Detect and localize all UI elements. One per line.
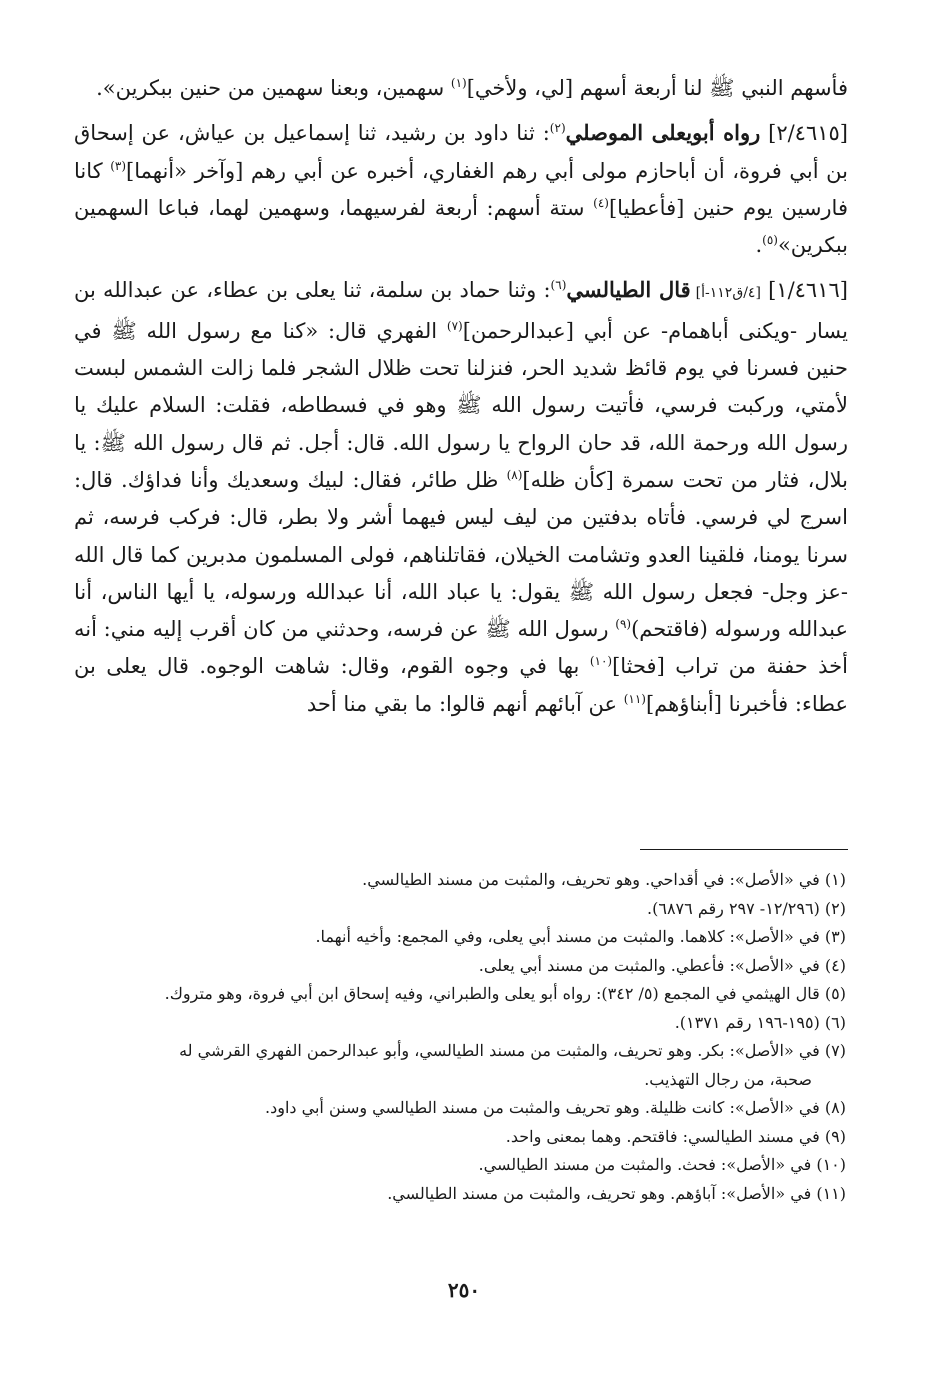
footnote-ref-2: (٢) (549, 121, 566, 136)
footnote-ref-3: (٣) (110, 158, 127, 173)
narrator-heading: قال الطيالسي (566, 277, 691, 303)
text-run: : وثنا حماد بن سلمة، ثنا يعلى بن عطاء، عن عبدالله بن يسار -ويكنى أباهمام- عن أبي [عبدالرحمن] (74, 278, 848, 343)
hadith-number: [١/٤٦١٦] (760, 278, 848, 303)
footnote-4: (٤) في «الأصل»: فأعطي. والمثبت من مسند أبي يعلى. (478, 955, 846, 975)
text-run: كانا فارسين يوم حنين [فأعطيا] (74, 158, 848, 220)
footnote-11: (١١) في «الأصل»: آباؤهم. وهو تحريف، والمثبت من مسند الطيالسي. (387, 1183, 846, 1203)
footnote-1: (١) في «الأصل»: في أقداحي. وهو تحريف، والمثبت من مسند الطيالسي. (362, 870, 846, 889)
footnote-7: (٧) في «الأصل»: بكر. وهو تحريف، والمثبت من مسند الطيالسي، وأبو عبدالرحمن الفهري القرشي له (179, 1041, 846, 1060)
hadith-4616 (74, 271, 848, 723)
text-run: فأسهم النبي ﷺ لنا أربعة أسهم [لي، ولأخي] (466, 76, 848, 100)
footnote-ref-8: (٨) (506, 467, 523, 482)
text-run: : ثنا داود بن رشيد، ثنا إسماعيل بن عياش، عن إسحاق بن أبي فروة، أن أباحازم مولى أبي رهم الغفاري، أخبره عن أبي رهم [وآخر «أنهما] (74, 121, 848, 183)
footnotes (74, 866, 846, 1208)
footnote-ref-7: (٧) (446, 318, 463, 333)
footnote-ref-1: (١) (450, 76, 467, 90)
footnote-9: (٩) في مسند الطيالسي: فاقتحم. وهما بمعنى واحد. (505, 1126, 846, 1146)
footnote-6: (٦) (١٩٥-١٩٦ رقم ١٣٧١). (674, 1012, 846, 1032)
footnote-separator (640, 849, 848, 850)
footnote-ref-4: (٤) (593, 195, 609, 210)
manuscript-reference: [٤/ق١١٢-أ] (690, 285, 761, 302)
footnote-10: (١٠) في «الأصل»: فحث. والمثبت من مسند الطيالسي. (478, 1155, 846, 1174)
footnote-3: (٣) في «الأصل»: كلاهما. والمثبت من مسند أبي يعلى، وفي المجمع: وأخيه أنهما. (315, 927, 846, 946)
text-run: عن آبائهم أنهم قالوا: ما بقي منا أحد (306, 691, 624, 716)
text-run: رسول الله ﷺ عن فرسه، وحدثني من كان أقرب إليه مني: أنه أخذ حفنة من تراب [فحثا] (74, 617, 848, 679)
footnote-ref-6: (٦) (550, 278, 567, 293)
text-run: الفهري قال: «كنا مع رسول الله ﷺ في حنين فسرنا في يوم قائظ شديد الحر، فنزلنا تحت ظلال الشجر فلما زالت الشمس لبست لأمتي، وركبت فرسي، فأتيت رسول الله ﷺ وهو في فسطاطه، فقلت: السلام عليك يا رسول الله ورحمة الله، قد حان الرواح يا رسول الله. قال: أجل. ثم قال رسول الله ﷺ: يا بلال، فثار من تحت سمرة [كأن ظله] (74, 318, 848, 492)
main-text (74, 70, 848, 723)
hadith-number: [٢/٤٦١٥] (760, 121, 848, 146)
text-run: . (755, 233, 763, 258)
narrator-heading: رواه أبويعلى الموصلي (565, 120, 761, 146)
footnote-ref-10: (١٠) (589, 654, 613, 669)
page-number: ٢٥٠ (447, 1278, 481, 1302)
text-run: سهمين، وبعنا سهمين من حنين ببكرين». (96, 76, 451, 100)
footnote-ref-9: (٩) (615, 617, 632, 632)
footnote-8: (٨) في «الأصل»: كانت ظليلة. وهو تحريف والمثبت من مسند الطيالسي وسنن أبي داود. (265, 1098, 846, 1117)
footnote-2: (٢) (١٢/٢٩٦- ٢٩٧ رقم ٦٨٧٦). (647, 898, 846, 918)
text-run: ظل طائر، فقال: لبيك وسعديك وأنا فداؤك. قال: اسرج لي فرسي. فأتاه بدفتين من ليف ليس فيهما أشر ولا بطر، قال: فركب فرسه، ثم سرنا يومنا، فلقينا العدو وتشامت الخيلان، فقاتلناهم، فولى المسلمون مدبرين كما قال الله -عز وجل- فجعل رسول الله ﷺ يقول: يا عباد الله، أنا عبدالله ورسوله، يا أيها الناس، أنا عبدالله ورسوله (فاقتحم) (74, 467, 848, 642)
footnote-5: (٥) قال الهيثمي في المجمع (٥/ ٣٤٢): رواه أبو يعلى والطبراني، وفيه إسحاق ابن أبي فروة، وهو متروك. (164, 984, 846, 1003)
text-run: بها في وجوه القوم، وقال: شاهت الوجوه. قال يعلى بن عطاء: فأخبرنا [أبناؤهم] (74, 654, 848, 716)
paragraph-continuation (74, 70, 848, 107)
footnote-ref-5: (٥) (762, 233, 778, 248)
footnote-7-continued: صحبة، من رجال التهذيب. (644, 1069, 812, 1089)
footnote-ref-11: (١١) (623, 691, 646, 706)
hadith-4615 (74, 114, 848, 264)
text-run: ستة أسهم: أربعة لفرسيهما، وسهمين لهما، فباعا السهمين ببكرين» (74, 195, 848, 258)
